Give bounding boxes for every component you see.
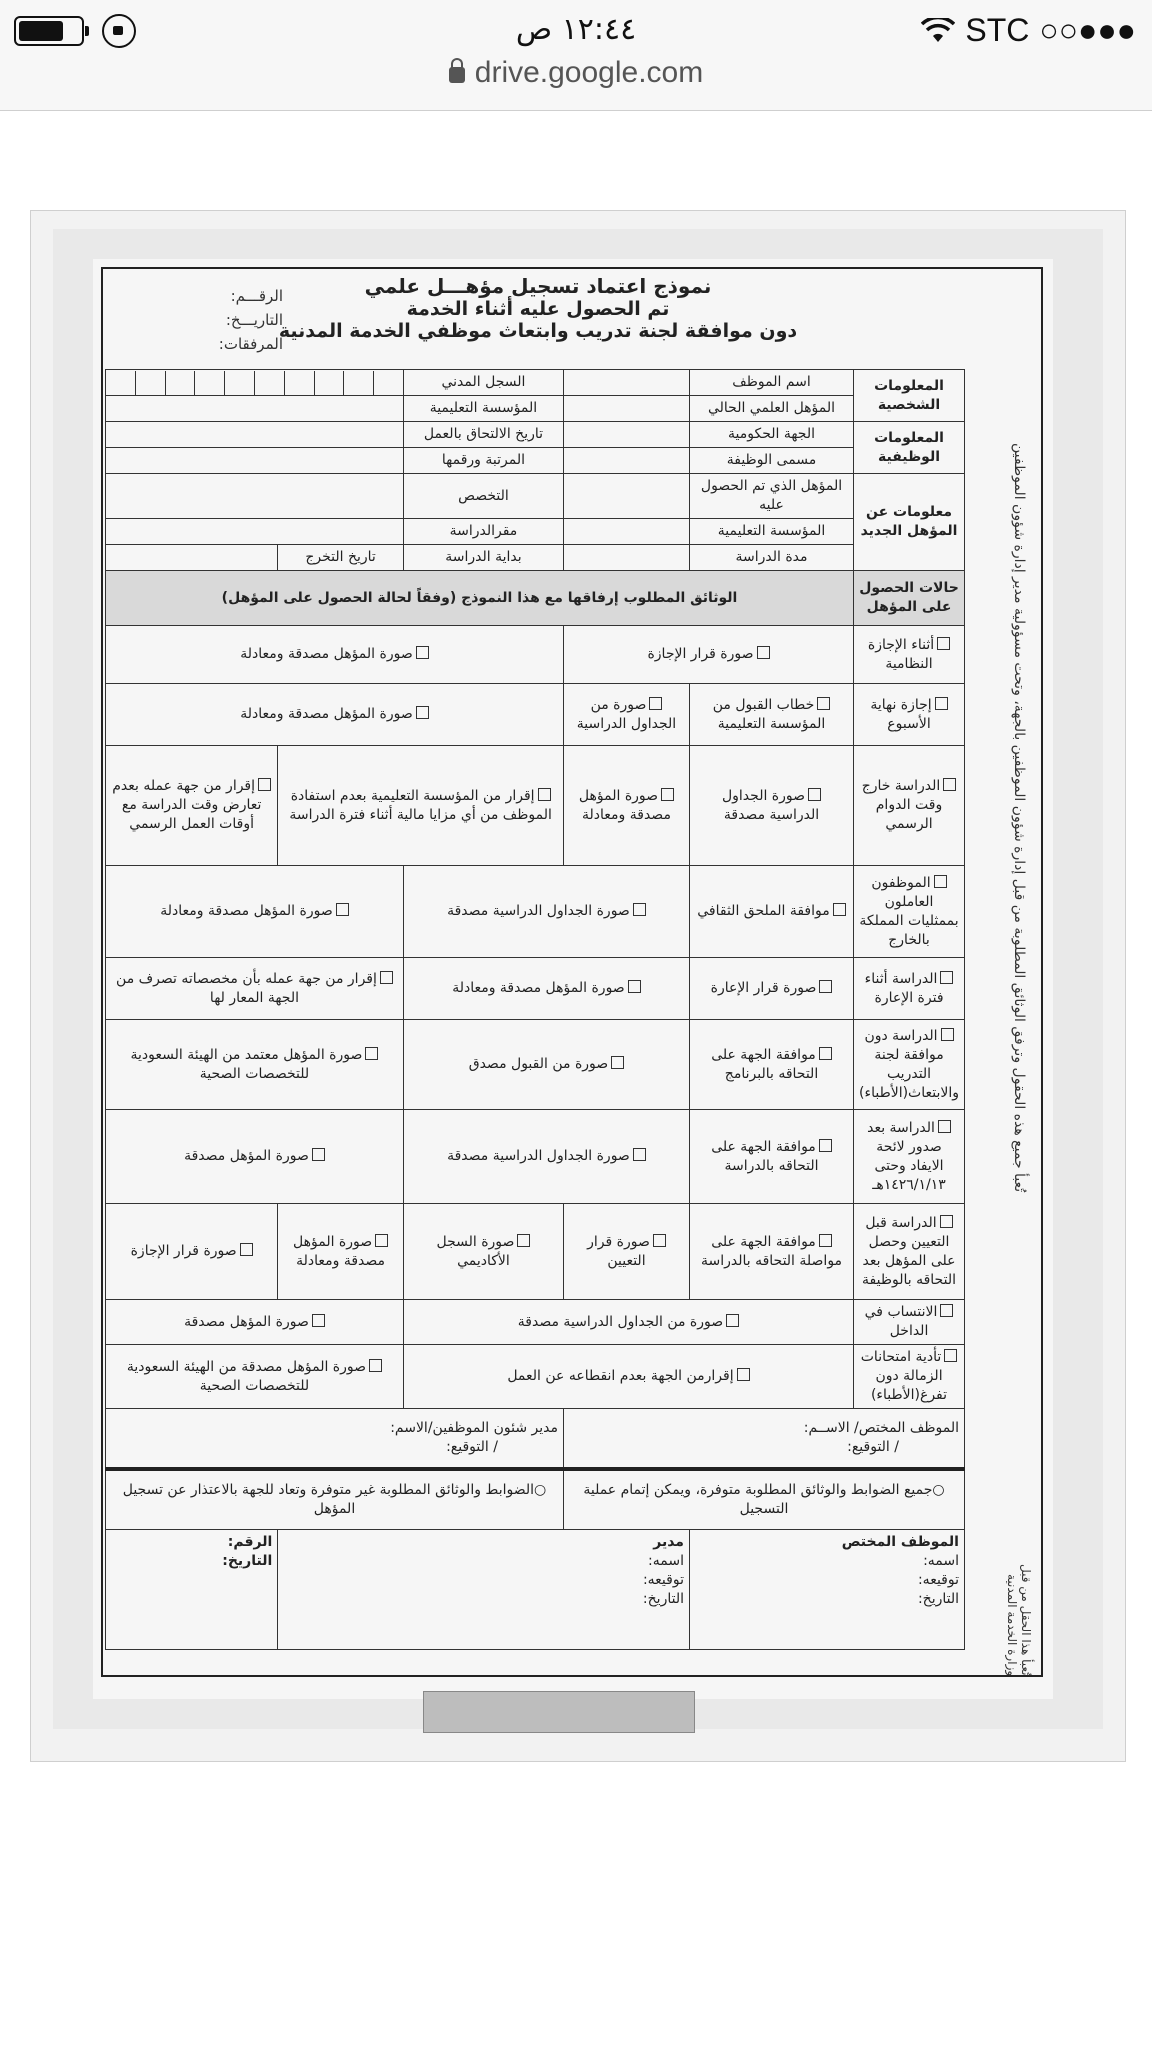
checkbox-icon[interactable] xyxy=(943,778,956,791)
doc-label: صورة المؤهل مصدقة xyxy=(184,1313,309,1330)
officer-name-label: الموظف المختص/ الاســم: xyxy=(803,1420,959,1436)
address-bar[interactable] xyxy=(0,56,1152,90)
option-complete[interactable]: ○جميع الضوابط والوثائق المطلوبة متوفرة، ويمكن إتمام عملية التسجيل xyxy=(563,1469,964,1529)
value-job-title[interactable] xyxy=(563,448,689,474)
manager-signature[interactable] xyxy=(106,1409,564,1470)
doc-item[interactable] xyxy=(106,1300,404,1345)
case-annual-leave[interactable] xyxy=(854,626,965,684)
case-label: الدراسة أثناء فترة الإعارة xyxy=(864,970,944,1006)
doc-item[interactable] xyxy=(403,866,689,958)
doc-item[interactable] xyxy=(403,1110,689,1204)
doc-label: إقرار من المؤسسة التعليمية بعدم استفادة الموظف من أي مزايا مالية أثناء فترة الدراسة xyxy=(289,787,552,823)
doc-label: صورة المؤهل مصدقة من الهيئة السعودية للتخصصات الصحية xyxy=(126,1358,367,1394)
label-study-place: مقرالدراسة xyxy=(403,519,563,545)
doc-item[interactable] xyxy=(563,684,689,746)
office-officer-name: اسمه: xyxy=(923,1552,959,1569)
checkbox-icon[interactable] xyxy=(649,697,662,710)
doc-item[interactable] xyxy=(563,1204,689,1300)
checkbox-icon[interactable] xyxy=(628,980,641,993)
doc-label: صورة المؤهل مصدقة xyxy=(184,1148,309,1164)
doc-item[interactable] xyxy=(278,1204,404,1300)
office-officer[interactable] xyxy=(689,1529,964,1649)
doc-label: صورة من القبول مصدق xyxy=(468,1056,609,1072)
doc-item[interactable] xyxy=(403,1345,853,1409)
docs-header: الوثائق المطلوب إرفاقها مع هذا النموذج (وفقاً لحالة الحصول على المؤهل) xyxy=(106,571,854,626)
scan-artifact xyxy=(423,1691,695,1733)
signal-strength: ○○●●● xyxy=(1039,12,1136,48)
checkbox-icon[interactable] xyxy=(336,903,349,916)
office-manager-sign: توقيعه: xyxy=(642,1571,684,1588)
case-label: الدراسة بعد صدور لائحة الايفاد وحتى ١٤٢٦/١/١٣هـ xyxy=(867,1119,946,1193)
office-officer-label: الموظف المختص xyxy=(841,1533,959,1550)
case-after-regulation[interactable] xyxy=(854,1110,965,1204)
checkbox-icon[interactable] xyxy=(633,903,646,916)
doc-label: إقرار من جهة عمله بعدم تعارض وقت الدراسة مع أوقات العمل الرسمي xyxy=(112,778,262,832)
checkbox-icon[interactable] xyxy=(633,1148,646,1161)
doc-label: صورة السجل الأكاديمي xyxy=(436,1233,515,1269)
checkbox-icon[interactable] xyxy=(934,875,947,888)
checkbox-icon[interactable] xyxy=(819,1047,832,1060)
doc-item[interactable] xyxy=(106,866,404,958)
office-note: تُعبأ هذا الحقل من قبل وزارة الخدمة المدنية xyxy=(1005,1564,1033,1676)
checkbox-icon[interactable] xyxy=(757,646,770,659)
value-study-duration[interactable] xyxy=(563,545,689,571)
doc-item[interactable] xyxy=(689,1110,853,1204)
case-label: الدراسة دون موافقة لجنة التدريب والابتعاث(الأطباء) xyxy=(859,1027,959,1101)
checkbox-icon[interactable] xyxy=(365,1047,378,1060)
doc-label: موافقة الجهة على التحاقه بالدراسة xyxy=(711,1138,819,1174)
doc-item[interactable] xyxy=(563,746,689,866)
label-civil: السجل المدني xyxy=(403,370,563,396)
checkbox-icon[interactable] xyxy=(416,646,429,659)
doc-item[interactable] xyxy=(689,746,853,866)
checkbox-icon[interactable] xyxy=(819,1234,832,1247)
form-table xyxy=(105,369,965,1650)
case-label: تأدية امتحانات الزمالة دون تفرغ(الأطباء) xyxy=(860,1349,948,1403)
office-number-label: الرقم: xyxy=(227,1533,273,1550)
form-subtitle: تم الحصول عليه أثناء الخدمة xyxy=(406,298,670,320)
value-join-date[interactable] xyxy=(106,422,404,448)
value-grad-date[interactable] xyxy=(106,545,278,571)
checkbox-icon[interactable] xyxy=(938,1120,951,1133)
doc-label: موافقة الجهة على التحاقه بالبرنامج xyxy=(711,1046,819,1082)
doc-label: صورة المؤهل معتمد من الهيئة السعودية للتخصصات الصحية xyxy=(130,1046,363,1082)
office-date-label: التاريخ: xyxy=(222,1552,273,1569)
checkbox-icon[interactable] xyxy=(937,637,950,650)
section-personal: المعلومات الشخصية xyxy=(854,370,965,422)
value-edu-inst2[interactable] xyxy=(563,519,689,545)
doc-item[interactable] xyxy=(689,958,853,1020)
checkbox-icon[interactable] xyxy=(940,971,953,984)
case-before-appointment[interactable] xyxy=(854,1204,965,1300)
doc-item[interactable] xyxy=(106,958,404,1020)
form-header xyxy=(123,274,953,364)
form-subtitle-2: دون موافقة لجنة تدريب وابتعاث موظفي الخدمة المدنية xyxy=(278,320,798,342)
checkbox-icon[interactable] xyxy=(258,778,271,791)
doc-label: صورة قرار الإجازة xyxy=(647,646,754,662)
doc-item[interactable] xyxy=(106,684,564,746)
value-gov-entity[interactable] xyxy=(563,422,689,448)
scanned-document xyxy=(30,210,1126,1762)
case-fellowship[interactable] xyxy=(854,1345,965,1409)
doc-label: خطاب القبول من المؤسسة التعليمية xyxy=(712,696,826,732)
section-job: المعلومات الوظيفية xyxy=(854,422,965,474)
doc-label: إقرارمن الجهة بعدم انقطاعه عن العمل xyxy=(507,1368,734,1384)
url-text: drive.google.com xyxy=(474,56,704,89)
officer-signature[interactable] xyxy=(563,1409,964,1470)
doc-item[interactable] xyxy=(106,1204,278,1300)
case-secondment[interactable] xyxy=(854,958,965,1020)
doc-label: صورة الجداول الدراسية مصدقة xyxy=(447,903,630,919)
doc-label: إقرار من جهة عمله بأن مخصصاته تصرف من الجهة المعار لها xyxy=(116,970,377,1006)
meta-attachments: المرفقات: xyxy=(218,335,283,353)
checkbox-icon[interactable] xyxy=(819,1139,832,1152)
case-label: الموظفون العاملون بممثليات المملكة بالخارج xyxy=(859,874,959,948)
browser-chrome xyxy=(0,0,1152,111)
label-name: اسم الموظف xyxy=(689,370,853,396)
officer-sign-label: / التوقيع: xyxy=(847,1439,899,1455)
checkbox-icon[interactable] xyxy=(940,1215,953,1228)
label-grad-date: تاريخ التخرج xyxy=(278,545,404,571)
checkbox-icon[interactable] xyxy=(817,697,830,710)
doc-label: موافقة الجهة على مواصلة التحاقه بالدراسة xyxy=(700,1233,843,1269)
doc-item[interactable] xyxy=(689,1204,853,1300)
manager-sign-label: / التوقيع: xyxy=(446,1439,498,1455)
doc-item[interactable] xyxy=(403,958,689,1020)
doc-label: موافقة الملحق الثقافي xyxy=(697,903,830,919)
office-reference[interactable] xyxy=(106,1529,278,1649)
doc-label: صورة المؤهل مصدقة ومعادلة xyxy=(452,980,625,996)
doc-item[interactable] xyxy=(403,1204,563,1300)
carrier-name: STC xyxy=(965,12,1030,48)
status-bar xyxy=(0,10,1152,50)
office-manager-date: التاريخ: xyxy=(642,1590,684,1607)
checkbox-icon[interactable] xyxy=(833,903,846,916)
scan-area xyxy=(53,229,1103,1729)
value-edu-inst[interactable] xyxy=(106,396,404,422)
doc-label: صورة المؤهل مصدقة ومعادلة xyxy=(240,646,413,662)
doc-item[interactable] xyxy=(106,1345,404,1409)
value-obtained-qual[interactable] xyxy=(563,474,689,519)
manager-name-label: مدير شئون الموظفين/الاسم: xyxy=(390,1420,558,1436)
checkbox-icon[interactable] xyxy=(944,1349,957,1362)
doc-label: صورة من الجداول الدراسية xyxy=(576,696,677,732)
checkbox-icon[interactable] xyxy=(941,1028,954,1041)
doc-item[interactable] xyxy=(689,684,853,746)
form-sheet xyxy=(93,259,1053,1699)
cases-header: حالات الحصول على المؤهل xyxy=(854,571,965,626)
label-join-date: تاريخ الالتحاق بالعمل xyxy=(403,422,563,448)
option-complete-label: جميع الضوابط والوثائق المطلوبة متوفرة، ويمكن إتمام عملية التسجيل xyxy=(583,1481,933,1517)
doc-label: صورة المؤهل مصدقة ومعادلة xyxy=(293,1233,386,1269)
checkbox-icon[interactable] xyxy=(819,980,832,993)
checkbox-icon[interactable] xyxy=(369,1359,382,1372)
office-manager-name: اسمه: xyxy=(648,1552,684,1569)
doc-item[interactable] xyxy=(689,866,853,958)
section-new-qual: معلومات عن المؤهل الجديد xyxy=(854,474,965,571)
value-civil[interactable] xyxy=(106,370,404,396)
checkbox-icon[interactable] xyxy=(737,1368,750,1381)
option-incomplete-label: الضوابط والوثائق المطلوبة غير متوفرة وتعاد للجهة بالاعتذار عن تسجيل المؤهل xyxy=(122,1481,535,1517)
doc-label: صورة قرار الإعارة xyxy=(710,980,817,996)
checkbox-icon[interactable] xyxy=(517,1234,530,1247)
side-note-text: تُعبأ جميع هذه الحقول وترفق الوثائق المطلوبة من قبل إدارة شؤون الموظفين بالجهة، وتحت مسؤولية مدير إدارة شؤون الموظفين xyxy=(1011,443,1027,1193)
value-current-qual[interactable] xyxy=(563,396,689,422)
case-label: أثناء الإجازة النظامية xyxy=(867,636,935,672)
checkbox-icon[interactable] xyxy=(661,788,674,801)
checkbox-icon[interactable] xyxy=(312,1148,325,1161)
doc-item[interactable] xyxy=(403,1300,853,1345)
checkbox-icon[interactable] xyxy=(240,1243,253,1256)
side-note xyxy=(993,439,1033,1399)
case-embassy[interactable] xyxy=(854,866,965,958)
value-major[interactable] xyxy=(106,474,404,519)
checkbox-icon[interactable] xyxy=(808,788,821,801)
doc-item[interactable] xyxy=(106,746,278,866)
label-gov-entity: الجهة الحكومية xyxy=(689,422,853,448)
doc-label: صورة الجداول الدراسية مصدقة xyxy=(721,787,820,823)
doc-label: صورة قرار الإجازة xyxy=(130,1243,237,1259)
label-major: التخصص xyxy=(403,474,563,519)
value-name[interactable] xyxy=(563,370,689,396)
case-label: الدراسة قبل التعيين وحصل على المؤهل بعد التحاقه بالوظيفة xyxy=(862,1214,956,1288)
office-manager[interactable] xyxy=(278,1529,690,1649)
doc-item[interactable] xyxy=(563,626,853,684)
form-meta xyxy=(123,284,283,356)
doc-item[interactable] xyxy=(106,1020,404,1110)
doc-item[interactable] xyxy=(403,1020,689,1110)
form-title: نموذج اعتماد تسجيل مؤهـــل علمي xyxy=(364,274,712,298)
office-manager-label: مدير xyxy=(653,1533,684,1550)
label-job-title: مسمى الوظيفة xyxy=(689,448,853,474)
doc-label: صورة المؤهل مصدقة ومعادلة xyxy=(160,903,333,919)
doc-label: صورة قرار التعيين xyxy=(587,1233,650,1269)
option-incomplete[interactable]: ○الضوابط والوثائق المطلوبة غير متوفرة وتعاد للجهة بالاعتذار عن تسجيل المؤهل xyxy=(106,1469,564,1529)
case-doctors[interactable] xyxy=(854,1020,965,1110)
doc-item[interactable] xyxy=(106,1110,404,1204)
case-label: الدراسة خارج وقت الدوام الرسمي xyxy=(861,778,943,832)
checkbox-icon[interactable] xyxy=(416,706,429,719)
padlock-icon xyxy=(449,67,465,83)
checkbox-icon[interactable] xyxy=(375,1234,388,1247)
doc-item[interactable] xyxy=(106,626,564,684)
doc-label: صورة المؤهل مصدقة ومعادلة xyxy=(578,787,671,823)
case-label: الانتساب في الداخل xyxy=(864,1304,938,1339)
checkbox-icon[interactable] xyxy=(380,971,393,984)
checkbox-icon[interactable] xyxy=(312,1314,325,1327)
checkbox-icon[interactable] xyxy=(935,697,948,710)
office-officer-sign: توقيعه: xyxy=(917,1571,959,1588)
doc-item[interactable] xyxy=(689,1020,853,1110)
case-label: إجازة نهاية الأسبوع xyxy=(870,696,932,732)
label-edu-inst: المؤسسة التعليمية xyxy=(403,396,563,422)
doc-item[interactable] xyxy=(278,746,564,866)
checkbox-icon[interactable] xyxy=(611,1056,624,1069)
case-outside-hours[interactable] xyxy=(854,746,965,866)
office-officer-date: التاريخ: xyxy=(917,1590,959,1607)
case-weekend[interactable] xyxy=(854,684,965,746)
checkbox-icon[interactable] xyxy=(538,788,551,801)
label-study-duration: مدة الدراسة xyxy=(689,545,853,571)
label-obtained-qual: المؤهل الذي تم الحصول عليه xyxy=(689,474,853,519)
status-time: ١٢:٤٤ ص xyxy=(515,12,637,47)
label-study-start: بداية الدراسة xyxy=(403,545,563,571)
meta-number: الرقـــم: xyxy=(230,287,283,305)
wifi-icon xyxy=(921,18,955,44)
value-study-place[interactable] xyxy=(106,519,404,545)
value-rank[interactable] xyxy=(106,448,404,474)
checkbox-icon[interactable] xyxy=(726,1314,739,1327)
doc-label: صورة من الجداول الدراسية مصدقة xyxy=(517,1313,724,1330)
meta-date: التاريـــخ: xyxy=(225,311,283,329)
case-distance[interactable] xyxy=(854,1300,965,1345)
label-current-qual: المؤهل العلمي الحالي xyxy=(689,396,853,422)
doc-label: صورة المؤهل مصدقة ومعادلة xyxy=(240,706,413,722)
checkbox-icon[interactable] xyxy=(653,1234,666,1247)
checkbox-icon[interactable] xyxy=(940,1304,953,1317)
label-edu-inst2: المؤسسة التعليمية xyxy=(689,519,853,545)
doc-label: صورة الجداول الدراسية مصدقة xyxy=(447,1148,630,1164)
label-rank: المرتبة ورقمها xyxy=(403,448,563,474)
